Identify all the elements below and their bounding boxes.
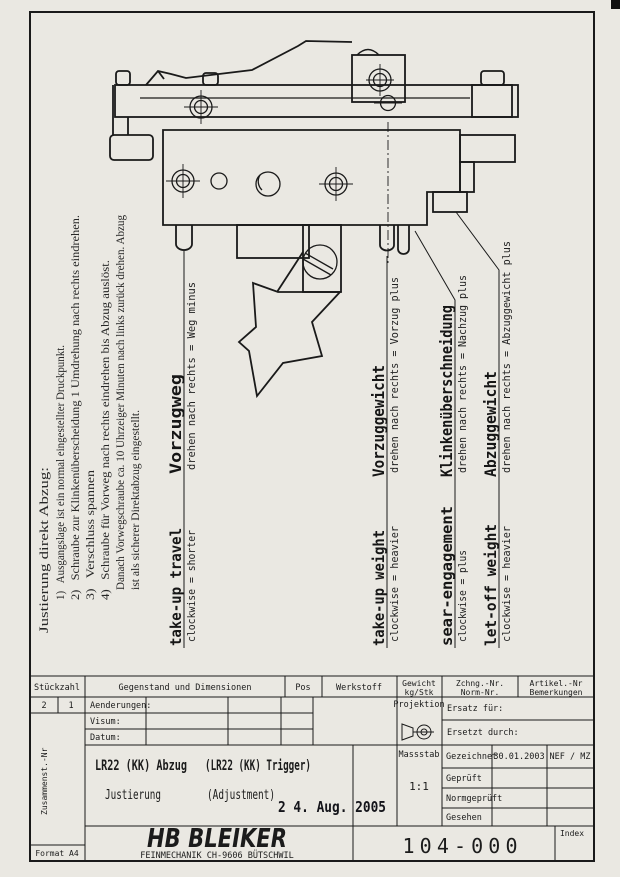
left-post-cap — [116, 71, 130, 85]
notched-disc-detail — [258, 175, 262, 190]
body-hole — [211, 173, 227, 189]
crosshair — [366, 64, 394, 96]
adjustment-en-title: take-up weight — [370, 519, 388, 646]
adjustment-en-note: clockwise = heavier — [389, 521, 401, 642]
header-artikel-nr: Artikel.-Nr — [529, 679, 583, 688]
approval-date: 30.01.2003 — [493, 752, 545, 762]
adjustment-de-note: drehen nach rechts = Abzuggewicht plus — [501, 232, 513, 473]
instruction-line: Danach Vorwegschraube ca. 10 Uhrzeiger Minuten nach links zurück drehen. Abzug — [113, 183, 127, 590]
header-gewicht: Gewicht — [402, 679, 436, 688]
letoff-screw-block — [433, 192, 467, 212]
header-zchng-nr: Zchng.-Nr. — [455, 679, 505, 688]
crosshair — [166, 164, 200, 198]
format-label: Format A4 — [35, 849, 79, 858]
takeup-travel-screw-pin — [176, 225, 192, 250]
sight-block — [352, 55, 405, 102]
adjustment-de-note: drehen nach rechts = Weg minus — [186, 280, 198, 470]
instructions-title: Justierung direkt Abzug: — [36, 505, 51, 633]
approval-label: Gesehen — [446, 813, 482, 823]
scan-artifact — [611, 0, 620, 9]
header-stueckzahl: Stückzahl — [33, 683, 81, 693]
adjustment-de-title: Vorzuggewicht — [369, 351, 388, 477]
trigger-blade — [239, 283, 340, 396]
qty-cell: 2 — [41, 701, 47, 711]
adjustment-en-note: clockwise = shorter — [186, 521, 198, 642]
instruction-line: 4) Schraube für Vorweg nach rechts eindrehen bis Abzug auslöst. — [98, 281, 112, 600]
instruction-line: 2) Schraube zur Klinkenüberscheidung 1 Umdrehung nach rechts eindrehen. — [68, 226, 82, 600]
right-step — [460, 162, 474, 192]
adjustment-de-title: Abzuggewicht — [481, 361, 500, 477]
drawing-number: 104-000 — [402, 834, 518, 858]
zusammenst-nr-label: Zusammenst.-Nr — [40, 747, 49, 815]
left-clamp-block — [110, 135, 153, 160]
cocking-lever — [146, 41, 352, 85]
drawing-subtitle-en: (Adjustment) — [207, 788, 275, 803]
projection-symbol-icon — [402, 724, 434, 740]
company-subline: FEINMECHANIK CH-9606 BÜTSCHWIL — [140, 851, 294, 861]
screw-slot — [303, 253, 333, 275]
header-bemerkungen: Bemerkungen — [529, 688, 583, 697]
lower-block — [237, 225, 309, 258]
ersatz-fuer-label: Ersatz für: — [447, 704, 504, 714]
drawing-title-de: LR22 (KK) Abzug — [95, 758, 187, 774]
adjustment-en-title: let-off weight — [482, 519, 500, 646]
adjustment-instructions — [36, 183, 142, 633]
adjustment-en-note: clockwise = plus — [457, 540, 469, 642]
row-label-visum: Visum: — [90, 717, 121, 727]
instruction-line: 1) Ausgangslage ist ein normal eingestellter Druckpunkt. — [53, 320, 67, 600]
row-label-datum: Datum: — [90, 733, 121, 743]
header-gegenstand: Gegenstand und Dimensionen — [118, 683, 252, 693]
company-logo: HB BLEIKER — [147, 824, 287, 854]
adjustment-de-title: Klinkenüberschneidung — [437, 274, 456, 477]
right-block — [460, 135, 515, 162]
approval-initials: NEF / MZ — [549, 752, 591, 762]
adjustment-de-note: drehen nach rechts = Nachzug plus — [457, 264, 469, 473]
title-block — [34, 679, 591, 861]
massstab-label: Massstab — [398, 750, 440, 760]
ersetzt-durch-label: Ersetzt durch: — [447, 728, 519, 738]
drawing-title-en: (LR22 (KK) Trigger) — [205, 758, 311, 774]
header-pos: Pos — [295, 683, 311, 693]
trigger-housing-body — [163, 130, 460, 225]
date-stamp: 2 4. Aug. 2005 — [278, 798, 386, 816]
instruction-line: 3) Verschluss spannen — [83, 487, 97, 600]
adjustment-labels — [166, 232, 513, 646]
sear-screw-pin — [398, 225, 409, 254]
adjustment-en-title: take-up travel — [167, 519, 185, 646]
adjustment-de-title: Vorzugweg — [166, 387, 185, 474]
crosshair — [184, 90, 218, 124]
crosshair — [319, 167, 353, 201]
instruction-line: ist als sicherer Direktabzug eingestellt. — [128, 403, 142, 590]
index-label: Index — [559, 829, 585, 838]
header-werkstoff: Werkstoff — [335, 683, 383, 693]
adjustment-de-note: drehen nach rechts = Vorzug plus — [389, 270, 401, 473]
takeup-weight-screw-pin — [380, 225, 394, 251]
row-label-aenderungen: Aenderungen: — [90, 701, 152, 711]
qty-cell: 1 — [68, 701, 74, 711]
approval-label: Geprüft — [446, 774, 482, 784]
adjustment-en-title: sear-engagement — [438, 510, 456, 646]
right-post-cap — [481, 71, 504, 85]
massstab-value: 1:1 — [409, 780, 429, 793]
drawing-subtitle-de: Justierung — [105, 788, 161, 803]
adjustment-en-note: clockwise = heavier — [501, 521, 513, 642]
header-gewicht: kg/Stk — [404, 688, 434, 697]
approval-label: Gezeichnet — [446, 752, 498, 762]
projektion-label: Projektion — [393, 700, 445, 710]
header-norm-nr: Norm-Nr. — [460, 688, 500, 697]
approval-label: Normgeprüft — [446, 794, 503, 804]
top-rail — [115, 85, 512, 117]
